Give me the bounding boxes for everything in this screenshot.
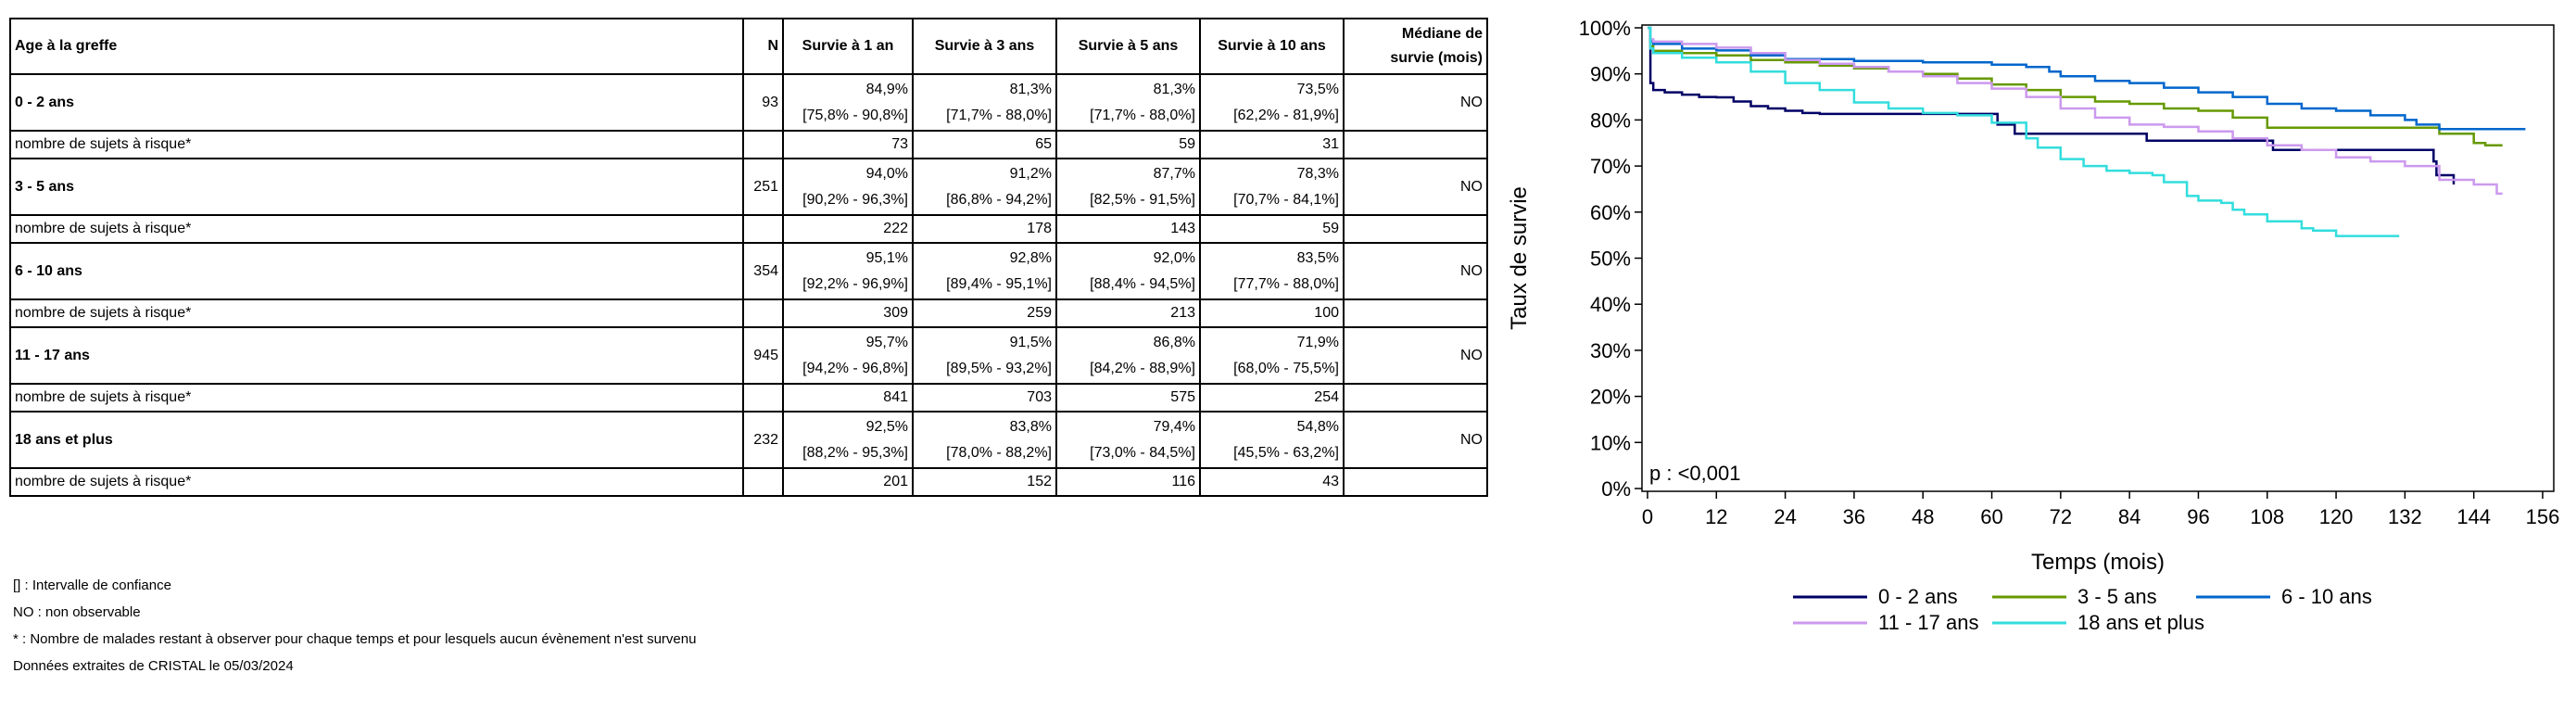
axes [1579,17,2560,528]
risk-empty [1344,215,1487,243]
risk-empty [743,299,783,327]
survival-ci: [71,7% - 88,0%] [1090,107,1195,123]
legend-label: 6 - 10 ans [2281,585,2372,608]
x-tick-label: 36 [1842,505,1866,528]
risk-count: 100 [1200,299,1344,327]
median-value: NO [1344,159,1487,215]
survival-value: 83,5% [1296,249,1339,266]
survival-cell [783,327,913,384]
group-n: 93 [743,74,783,131]
median-value: NO [1344,243,1487,299]
group-n: 251 [743,159,783,215]
y-tick-label: 0% [1601,477,1631,501]
table-row-group [10,327,1487,384]
survival-ci: [88,2% - 95,3%] [802,444,908,461]
survival-cell [1200,159,1344,215]
survival-value: 94,0% [865,165,908,182]
survival-ci: [78,0% - 88,2%] [946,444,1052,461]
x-tick-label: 12 [1705,505,1728,528]
survival-value: 78,3% [1296,165,1339,182]
survival-value: 79,4% [1153,418,1195,435]
survival-ci: [92,2% - 96,9%] [802,275,908,292]
risk-count: 703 [913,384,1056,412]
survival-ci: [88,4% - 94,5%] [1090,275,1195,292]
survival-value: 91,5% [1009,334,1052,350]
header-survival-3y: Survie à 3 ans [913,19,1056,74]
survival-cell [783,243,913,299]
survival-value: 84,9% [865,81,908,97]
risk-count: 222 [783,215,913,243]
survival-value: 95,1% [865,249,908,266]
series-line-1 [1648,28,2454,184]
header-median-line2: survie (mois) [1390,50,1483,66]
survival-value: 95,7% [865,334,908,350]
table-row-group [10,159,1487,215]
median-value: NO [1344,327,1487,384]
y-tick-label: 100% [1578,17,1631,40]
risk-empty [1344,131,1487,159]
survival-value: 54,8% [1296,418,1339,435]
risk-empty [1344,384,1487,412]
x-axis-title: Temps (mois) [2030,550,2166,575]
group-n: 232 [743,412,783,468]
survival-ci: [70,7% - 84,1%] [1233,191,1339,208]
x-tick-label: 156 [2525,505,2560,528]
x-tick-label: 72 [2049,505,2073,528]
survival-value: 81,3% [1153,81,1195,97]
survival-value: 86,8% [1153,334,1195,350]
survival-cell [1056,412,1200,468]
survival-cell [913,159,1056,215]
survival-ci: [62,2% - 81,9%] [1233,107,1339,123]
table-row-group [10,412,1487,468]
legend-label: 3 - 5 ans [2077,585,2157,608]
survival-ci: [86,8% - 94,2%] [946,191,1052,208]
risk-count: 116 [1056,468,1200,496]
legend-label: 18 ans et plus [2077,611,2204,634]
survival-ci: [75,8% - 90,8%] [802,107,908,123]
table-row-risk [10,468,1487,496]
group-n: 354 [743,243,783,299]
risk-label: nombre de sujets à risque* [10,468,743,496]
survival-cell [1200,243,1344,299]
x-tick-label: 48 [1911,505,1935,528]
survival-ci: [84,2% - 88,9%] [1090,360,1195,376]
plot-frame [1642,25,2554,491]
series-line-2 [1648,28,2503,146]
survival-cell [913,327,1056,384]
x-tick-label: 120 [2318,505,2354,528]
risk-count: 43 [1200,468,1344,496]
survival-ci: [77,7% - 88,0%] [1233,275,1339,292]
survival-cell [1200,327,1344,384]
header-median [1344,19,1487,74]
survival-ci: [71,7% - 88,0%] [946,107,1052,123]
y-tick-label: 70% [1589,155,1631,179]
group-label: 3 - 5 ans [10,159,743,215]
risk-count: 254 [1200,384,1344,412]
header-median-line1: Médiane de [1401,26,1483,42]
legend [1793,585,2372,634]
header-age: Age à la greffe [10,19,743,74]
footnote-no: NO : non observable [13,604,141,620]
risk-count: 213 [1056,299,1200,327]
series-lines [1648,28,2525,236]
survival-cell [783,159,913,215]
risk-count: 73 [783,131,913,159]
risk-empty [1344,299,1487,327]
survival-ci: [89,5% - 93,2%] [946,360,1052,376]
table-row-risk [10,131,1487,159]
survival-cell [1200,74,1344,131]
x-tick-label: 96 [2187,505,2210,528]
y-tick-label: 10% [1589,431,1631,455]
table-row-risk [10,384,1487,412]
survival-cell [913,74,1056,131]
risk-label: nombre de sujets à risque* [10,215,743,243]
risk-count: 59 [1200,215,1344,243]
survival-value: 87,7% [1153,165,1195,182]
survival-ci: [89,4% - 95,1%] [946,275,1052,292]
footnote-source: Données extraites de CRISTAL le 05/03/2024 [13,658,294,674]
survival-ci: [82,5% - 91,5%] [1090,191,1195,208]
risk-count: 31 [1200,131,1344,159]
risk-empty [743,131,783,159]
y-axis-title: Taux de survie [1507,186,1532,330]
table-header-row [10,19,1487,74]
survival-ci: [68,0% - 75,5%] [1233,360,1339,376]
survival-value: 91,2% [1009,165,1052,182]
risk-count: 575 [1056,384,1200,412]
table-body [10,74,1487,496]
x-tick-label: 132 [2388,505,2422,528]
risk-label: nombre de sujets à risque* [10,384,743,412]
risk-count: 59 [1056,131,1200,159]
table-row-risk [10,215,1487,243]
table-row-group [10,74,1487,131]
survival-ci: [90,2% - 96,3%] [802,191,908,208]
risk-count: 309 [783,299,913,327]
x-tick-label: 108 [2250,505,2285,528]
risk-count: 259 [913,299,1056,327]
survival-chart [1483,0,2576,711]
p-value-annotation: p : <0,001 [1649,462,1741,485]
survival-value: 83,8% [1009,418,1052,435]
survival-cell [1056,243,1200,299]
x-tick-label: 60 [1980,505,2003,528]
survival-table [9,18,1488,497]
risk-label: nombre de sujets à risque* [10,299,743,327]
survival-value: 81,3% [1009,81,1052,97]
risk-empty [743,215,783,243]
footnotes [13,572,696,679]
risk-count: 143 [1056,215,1200,243]
survival-value: 92,8% [1009,249,1052,266]
y-tick-label: 50% [1589,247,1631,271]
x-tick-label: 144 [2456,505,2492,528]
survival-cell [1056,74,1200,131]
footnote-ci: [] : Intervalle de confiance [13,578,171,593]
footnote-risk: * : Nombre de malades restant à observer pour chaque temps et pour lesquels aucun évènement n'est survenu [13,631,697,647]
survival-value: 92,5% [865,418,908,435]
median-value: NO [1344,412,1487,468]
survival-cell [1200,412,1344,468]
y-tick-label: 80% [1589,108,1631,133]
risk-count: 178 [913,215,1056,243]
y-tick-label: 60% [1589,200,1631,224]
survival-cell [1056,327,1200,384]
y-tick-label: 20% [1589,385,1631,409]
survival-cell [1056,159,1200,215]
survival-ci: [45,5% - 63,2%] [1233,444,1339,461]
risk-empty [743,468,783,496]
risk-empty [1344,468,1487,496]
group-label: 18 ans et plus [10,412,743,468]
survival-cell [913,412,1056,468]
group-n: 945 [743,327,783,384]
survival-cell [783,74,913,131]
header-survival-1y: Survie à 1 an [783,19,913,74]
table-row-group [10,243,1487,299]
survival-cell [913,243,1056,299]
risk-count: 152 [913,468,1056,496]
legend-label: 0 - 2 ans [1878,585,1958,608]
legend-label: 11 - 17 ans [1878,611,1979,634]
survival-cell [783,412,913,468]
survival-ci: [73,0% - 84,5%] [1090,444,1195,461]
x-tick-label: 24 [1774,505,1797,528]
survival-value: 92,0% [1153,249,1195,266]
risk-count: 65 [913,131,1056,159]
median-value: NO [1344,74,1487,131]
series-line-3 [1648,28,2525,129]
risk-count: 841 [783,384,913,412]
series-line-4 [1648,28,2503,194]
survival-ci: [94,2% - 96,8%] [802,360,908,376]
y-tick-label: 90% [1589,62,1631,86]
header-survival-5y: Survie à 5 ans [1056,19,1200,74]
risk-label: nombre de sujets à risque* [10,131,743,159]
table-row-risk [10,299,1487,327]
x-tick-label: 84 [2117,505,2141,528]
y-tick-label: 30% [1589,338,1631,362]
survival-value: 73,5% [1296,81,1339,97]
header-n: N [743,19,783,74]
y-tick-label: 40% [1589,293,1631,317]
group-label: 6 - 10 ans [10,243,743,299]
risk-empty [743,384,783,412]
group-label: 0 - 2 ans [10,74,743,131]
risk-count: 201 [783,468,913,496]
x-tick-label: 0 [1641,505,1654,528]
survival-value: 71,9% [1296,334,1339,350]
group-label: 11 - 17 ans [10,327,743,384]
header-survival-10y: Survie à 10 ans [1200,19,1344,74]
